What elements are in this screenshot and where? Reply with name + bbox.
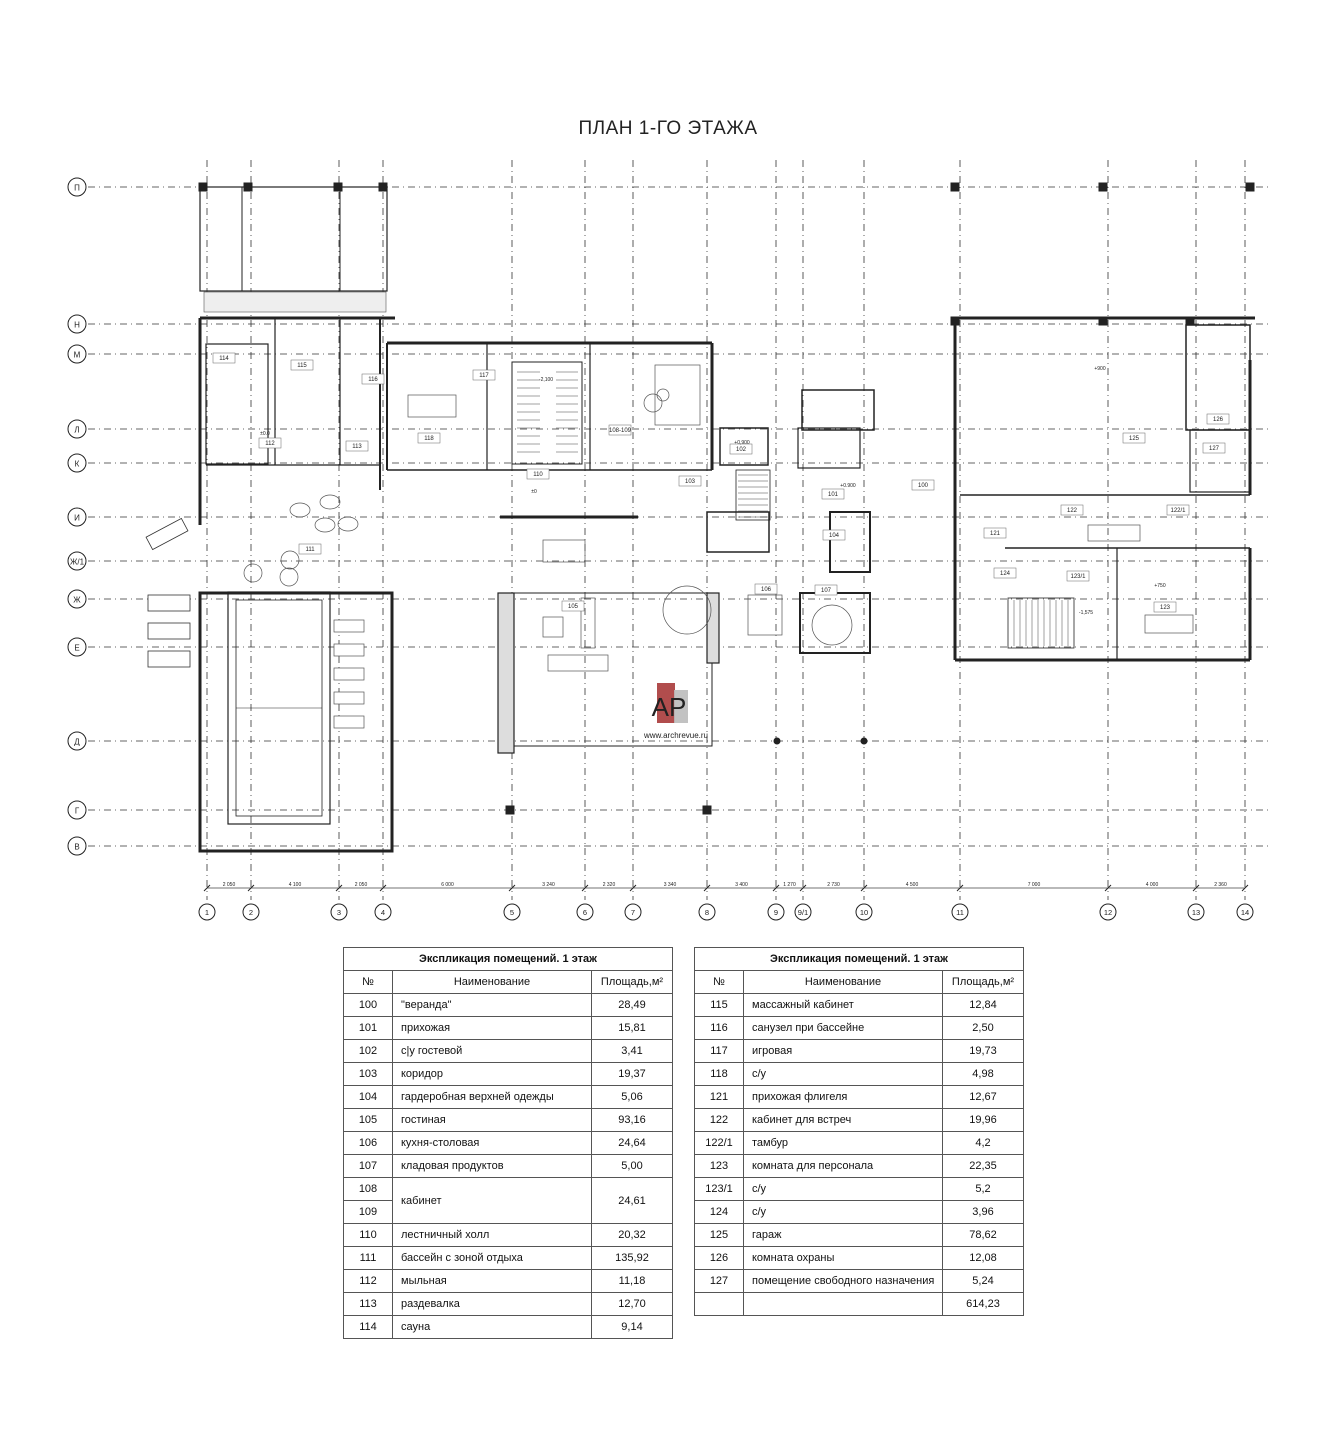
cell-no: 126 [695,1247,744,1270]
wing-stair [1008,598,1074,648]
chair [657,389,669,401]
lounge-chair [320,495,340,509]
cell-area: 5,24 [943,1270,1024,1293]
sun-lounger [334,668,364,680]
level-mark: ±0.0 [260,431,270,437]
cell-area: 4,2 [943,1132,1024,1155]
cell-no: 112 [344,1270,393,1293]
room-number: 117 [479,373,489,379]
cell-no: 103 [344,1063,393,1086]
pergola-frame [200,187,387,291]
axis-label: 11 [956,908,964,917]
spiral-stair [812,605,852,645]
axis-label: 14 [1240,908,1250,917]
cell-name: с/у [744,1178,943,1201]
cell-name: гараж [744,1224,943,1247]
table-row [695,994,1024,1017]
cell-name: массажный кабинет [744,994,943,1017]
cell-no: 109 [344,1201,393,1224]
table-row [344,1017,673,1040]
explication-table-2 [694,947,1024,1316]
room-number: 100 [917,483,929,489]
dimension-value: 6 000 [441,882,454,888]
column [1246,183,1254,191]
column [379,183,387,191]
plan-title: ПЛАН 1-ГО ЭТАЖА [578,118,758,139]
table-row [344,1063,673,1086]
room-number: 102 [735,447,747,453]
room-number: 122 [1066,508,1078,514]
room-number: 107 [820,588,832,594]
axis-label: Е [74,643,80,653]
room-number: 124 [999,571,1011,577]
cell-area: 15,81 [592,1017,673,1040]
cell-no: 113 [344,1293,393,1316]
cell-area: 3,96 [943,1201,1024,1224]
col-header-area: Площадь,м² [943,971,1024,994]
cell-name: "веранда" [393,994,592,1017]
table-row [344,1270,673,1293]
cell-name: раздевалка [393,1293,592,1316]
dimension-value: 3 340 [663,882,677,888]
table-row [344,1155,673,1178]
axis-label: 9 [773,908,779,917]
axis-label: 5 [509,908,515,917]
cell-name: комната для персонала [744,1155,943,1178]
dimension-value: 1 270 [783,882,796,888]
column [1099,183,1107,191]
dimension-value: 4 500 [905,882,919,888]
table-row [344,1086,673,1109]
cell-name [744,1293,943,1316]
cell-area: 24,61 [592,1178,673,1224]
terrace-steps [204,292,386,312]
cell-no: 104 [344,1086,393,1109]
cell-name: с|у гостевой [393,1040,592,1063]
dimension-value: 2 730 [827,882,840,888]
column [506,806,514,814]
col-header-name: Наименование [393,971,592,994]
table-row [695,1293,1024,1316]
cell-area: 614,23 [943,1293,1024,1316]
explication-table-1 [343,947,673,1339]
cell-name: бассейн с зоной отдыха [393,1247,592,1270]
bed [1145,615,1193,633]
meeting-table [1088,525,1140,541]
table-row [344,1247,673,1270]
level-mark: +0,900 [734,440,750,446]
room-number: 111 [305,547,315,553]
axis-label: 3 [336,908,342,917]
coffee-table [543,617,563,637]
axis-label: И [74,513,80,523]
axis-label: Д [74,737,80,747]
sun-lounger [334,644,364,656]
cell-no: 106 [344,1132,393,1155]
table-row [695,1155,1024,1178]
cell-area: 5,06 [592,1086,673,1109]
cell-no: 122 [695,1109,744,1132]
room-number: 108-109 [608,428,632,434]
bench [146,518,188,549]
column [951,317,959,325]
kitchen-counter-wall [707,512,769,552]
table-row [344,1224,673,1247]
column [703,806,711,814]
column [244,183,252,191]
axis-label: Л [74,425,80,435]
axis-label: 9/1 [797,908,809,917]
table-row [695,1040,1024,1063]
cell-no: 122/1 [695,1132,744,1155]
table-row [695,1247,1024,1270]
cell-no: 124 [695,1201,744,1224]
room-number: 127 [1208,446,1220,452]
cell-area: 5,2 [943,1178,1024,1201]
cell-area: 78,62 [943,1224,1024,1247]
sofa [548,655,608,671]
column [1186,317,1194,325]
room-number: 114 [219,356,229,362]
cell-no: 116 [695,1017,744,1040]
axis-bubbles [68,178,1253,920]
sun-lounger [334,620,364,632]
cell-no: 114 [344,1316,393,1339]
axis-label: 8 [704,908,710,917]
cell-area: 20,32 [592,1224,673,1247]
cell-no: 123/1 [695,1178,744,1201]
cell-area: 19,37 [592,1063,673,1086]
axis-grid [88,160,1272,900]
cell-area: 12,84 [943,994,1024,1017]
table-row [344,1040,673,1063]
room-number: 103 [684,479,696,485]
room-number: 104 [828,533,840,539]
cell-name: коридор [393,1063,592,1086]
lounge-chair [290,503,310,517]
cell-no: 118 [695,1063,744,1086]
axis-label: 12 [1103,908,1113,917]
table-row [344,1132,673,1155]
cell-area: 11,18 [592,1270,673,1293]
level-mark: -2,100 [538,377,554,383]
dimension-value: 2 050 [354,882,368,888]
room-number: 101 [827,492,839,498]
room-number: 110 [533,472,543,478]
level-mark: +900 [1094,366,1106,372]
room-number: 116 [368,377,378,383]
column [199,183,207,191]
axis-label: К [74,459,80,469]
cell-no: 108 [344,1178,393,1201]
axis-label: В [74,842,80,852]
cell-area: 9,14 [592,1316,673,1339]
table-row [344,1178,673,1201]
dimension-value: 7 000 [1027,882,1041,888]
dimension-value: 4 000 [1145,882,1159,888]
cell-no: 117 [695,1040,744,1063]
dining-table [543,540,585,562]
cell-no: 121 [695,1086,744,1109]
living-wall-hatch [707,593,719,663]
cell-name: кабинет [393,1178,592,1224]
axis-label: 2 [248,908,254,917]
cell-no: 107 [344,1155,393,1178]
table-row [695,1201,1024,1224]
cell-area: 2,50 [943,1017,1024,1040]
cell-name: прихожая флигеля [744,1086,943,1109]
dimension-chain [204,882,1248,891]
cell-area: 5,00 [592,1155,673,1178]
pantry-wall [800,593,870,653]
axis-label: 4 [380,908,386,917]
logo-letters: AP [651,692,687,722]
table-row [695,1270,1024,1293]
cell-name: кабинет для встреч [744,1109,943,1132]
axis-label: 1 [204,908,210,917]
room-number: 121 [989,531,1001,537]
cell-name: сауна [393,1316,592,1339]
cell-area: 12,08 [943,1247,1024,1270]
table-row [344,1316,673,1339]
level-mark: +750 [1154,583,1166,589]
room-number: 126 [1212,417,1224,423]
cell-no: 123 [695,1155,744,1178]
cell-name: комната охраны [744,1247,943,1270]
entrance-canopy [802,390,874,430]
table-row [695,1017,1024,1040]
cell-name: кладовая продуктов [393,1155,592,1178]
cell-name: с/у [744,1201,943,1224]
lounge-chair [315,518,335,532]
cell-area: 3,41 [592,1040,673,1063]
room-number: 122/1 [1170,508,1186,514]
cell-name: с/у [744,1063,943,1086]
table-row [695,1063,1024,1086]
level-mark: ±0 [531,489,537,495]
cell-area: 135,92 [592,1247,673,1270]
parking-marker [148,623,190,639]
axis-label: Н [74,320,80,330]
axis-label: 7 [630,908,636,917]
table-row [344,994,673,1017]
cell-name: игровая [744,1040,943,1063]
axis-label: П [74,183,80,193]
axis-label: Ж [73,595,81,605]
room-labels [213,353,1229,616]
room-number: 113 [352,444,362,450]
cell-area: 28,49 [592,994,673,1017]
col-header-no: № [344,971,393,994]
chair [644,394,662,412]
cell-name: гостиная [393,1109,592,1132]
col-header-no: № [695,971,744,994]
cell-area: 12,70 [592,1293,673,1316]
table-row [695,1224,1024,1247]
cell-no: 127 [695,1270,744,1293]
round-chair [244,564,262,582]
living-room-outline [502,593,712,746]
axis-label: Ж/1 [69,557,85,567]
room-number: 112 [265,441,275,447]
kitchen-table [748,595,782,635]
axis-label: 6 [582,908,588,917]
game-table [408,395,456,417]
col-header-area: Площадь,м² [592,971,673,994]
cell-area: 93,16 [592,1109,673,1132]
watermark-site: www.archrevue.ru [643,731,709,740]
cell-no: 101 [344,1017,393,1040]
dimension-value: 2 360 [1214,882,1227,888]
dimension-value: 3 400 [735,882,748,888]
column-round [861,738,867,744]
table-row [344,1109,673,1132]
cell-name: тамбур [744,1132,943,1155]
column [951,183,959,191]
cell-area: 19,73 [943,1040,1024,1063]
room-number: 125 [1128,436,1140,442]
table-row [695,1132,1024,1155]
room-number: 123/1 [1070,574,1086,580]
watermark [643,683,708,740]
table-row [695,1178,1024,1201]
axis-label: 13 [1191,908,1201,917]
cell-no: 110 [344,1224,393,1247]
dimension-value: 2 320 [602,882,616,888]
parking-marker [148,595,190,611]
cell-area: 12,67 [943,1086,1024,1109]
level-mark: -1,575 [1078,610,1094,616]
cell-name: кухня-столовая [393,1132,592,1155]
axis-label: 10 [859,908,869,917]
cell-no [695,1293,744,1316]
cell-no: 115 [695,994,744,1017]
table-row [344,1293,673,1316]
entrance-wall [798,428,860,468]
cell-no: 102 [344,1040,393,1063]
room-number: 123 [1159,605,1171,611]
column [334,183,342,191]
col-header-name: Наименование [744,971,943,994]
round-chair [281,551,299,569]
lounge-chair [338,517,358,531]
cell-area: 22,35 [943,1155,1024,1178]
table-caption: Экспликация помещений. 1 этаж [695,948,1024,971]
dimension-value: 3 240 [542,882,555,888]
cell-name: помещение свободного назначения [744,1270,943,1293]
spare-room-wall [1190,430,1250,492]
living-wall-hatch [498,593,514,753]
sun-lounger [334,692,364,704]
cell-name: лестничный холл [393,1224,592,1247]
parking-marker [148,651,190,667]
cell-area: 19,96 [943,1109,1024,1132]
dimension-value: 2 050 [222,882,236,888]
sun-lounger [334,716,364,728]
table-caption: Экспликация помещений. 1 этаж [344,948,673,971]
level-mark: +0.900 [840,483,856,489]
room-number: 106 [760,587,772,593]
cell-name: прихожая [393,1017,592,1040]
dimension-value: 4 100 [288,882,302,888]
cell-no: 100 [344,994,393,1017]
cell-no: 111 [344,1247,393,1270]
cell-name: мыльная [393,1270,592,1293]
round-chair [280,568,298,586]
cell-no: 105 [344,1109,393,1132]
column [1099,317,1107,325]
room-number: 105 [567,604,579,610]
table-row [695,1109,1024,1132]
study-desk [655,365,700,425]
cell-area: 24,64 [592,1132,673,1155]
cell-no: 125 [695,1224,744,1247]
axis-label: Г [74,806,80,816]
room-number: 118 [424,436,434,442]
table-row [695,1086,1024,1109]
cell-name: гардеробная верхней одежды [393,1086,592,1109]
room-number: 115 [297,363,307,369]
cell-name: санузел при бассейне [744,1017,943,1040]
axis-label: М [73,350,81,360]
cell-area: 4,98 [943,1063,1024,1086]
column-round [774,738,780,744]
